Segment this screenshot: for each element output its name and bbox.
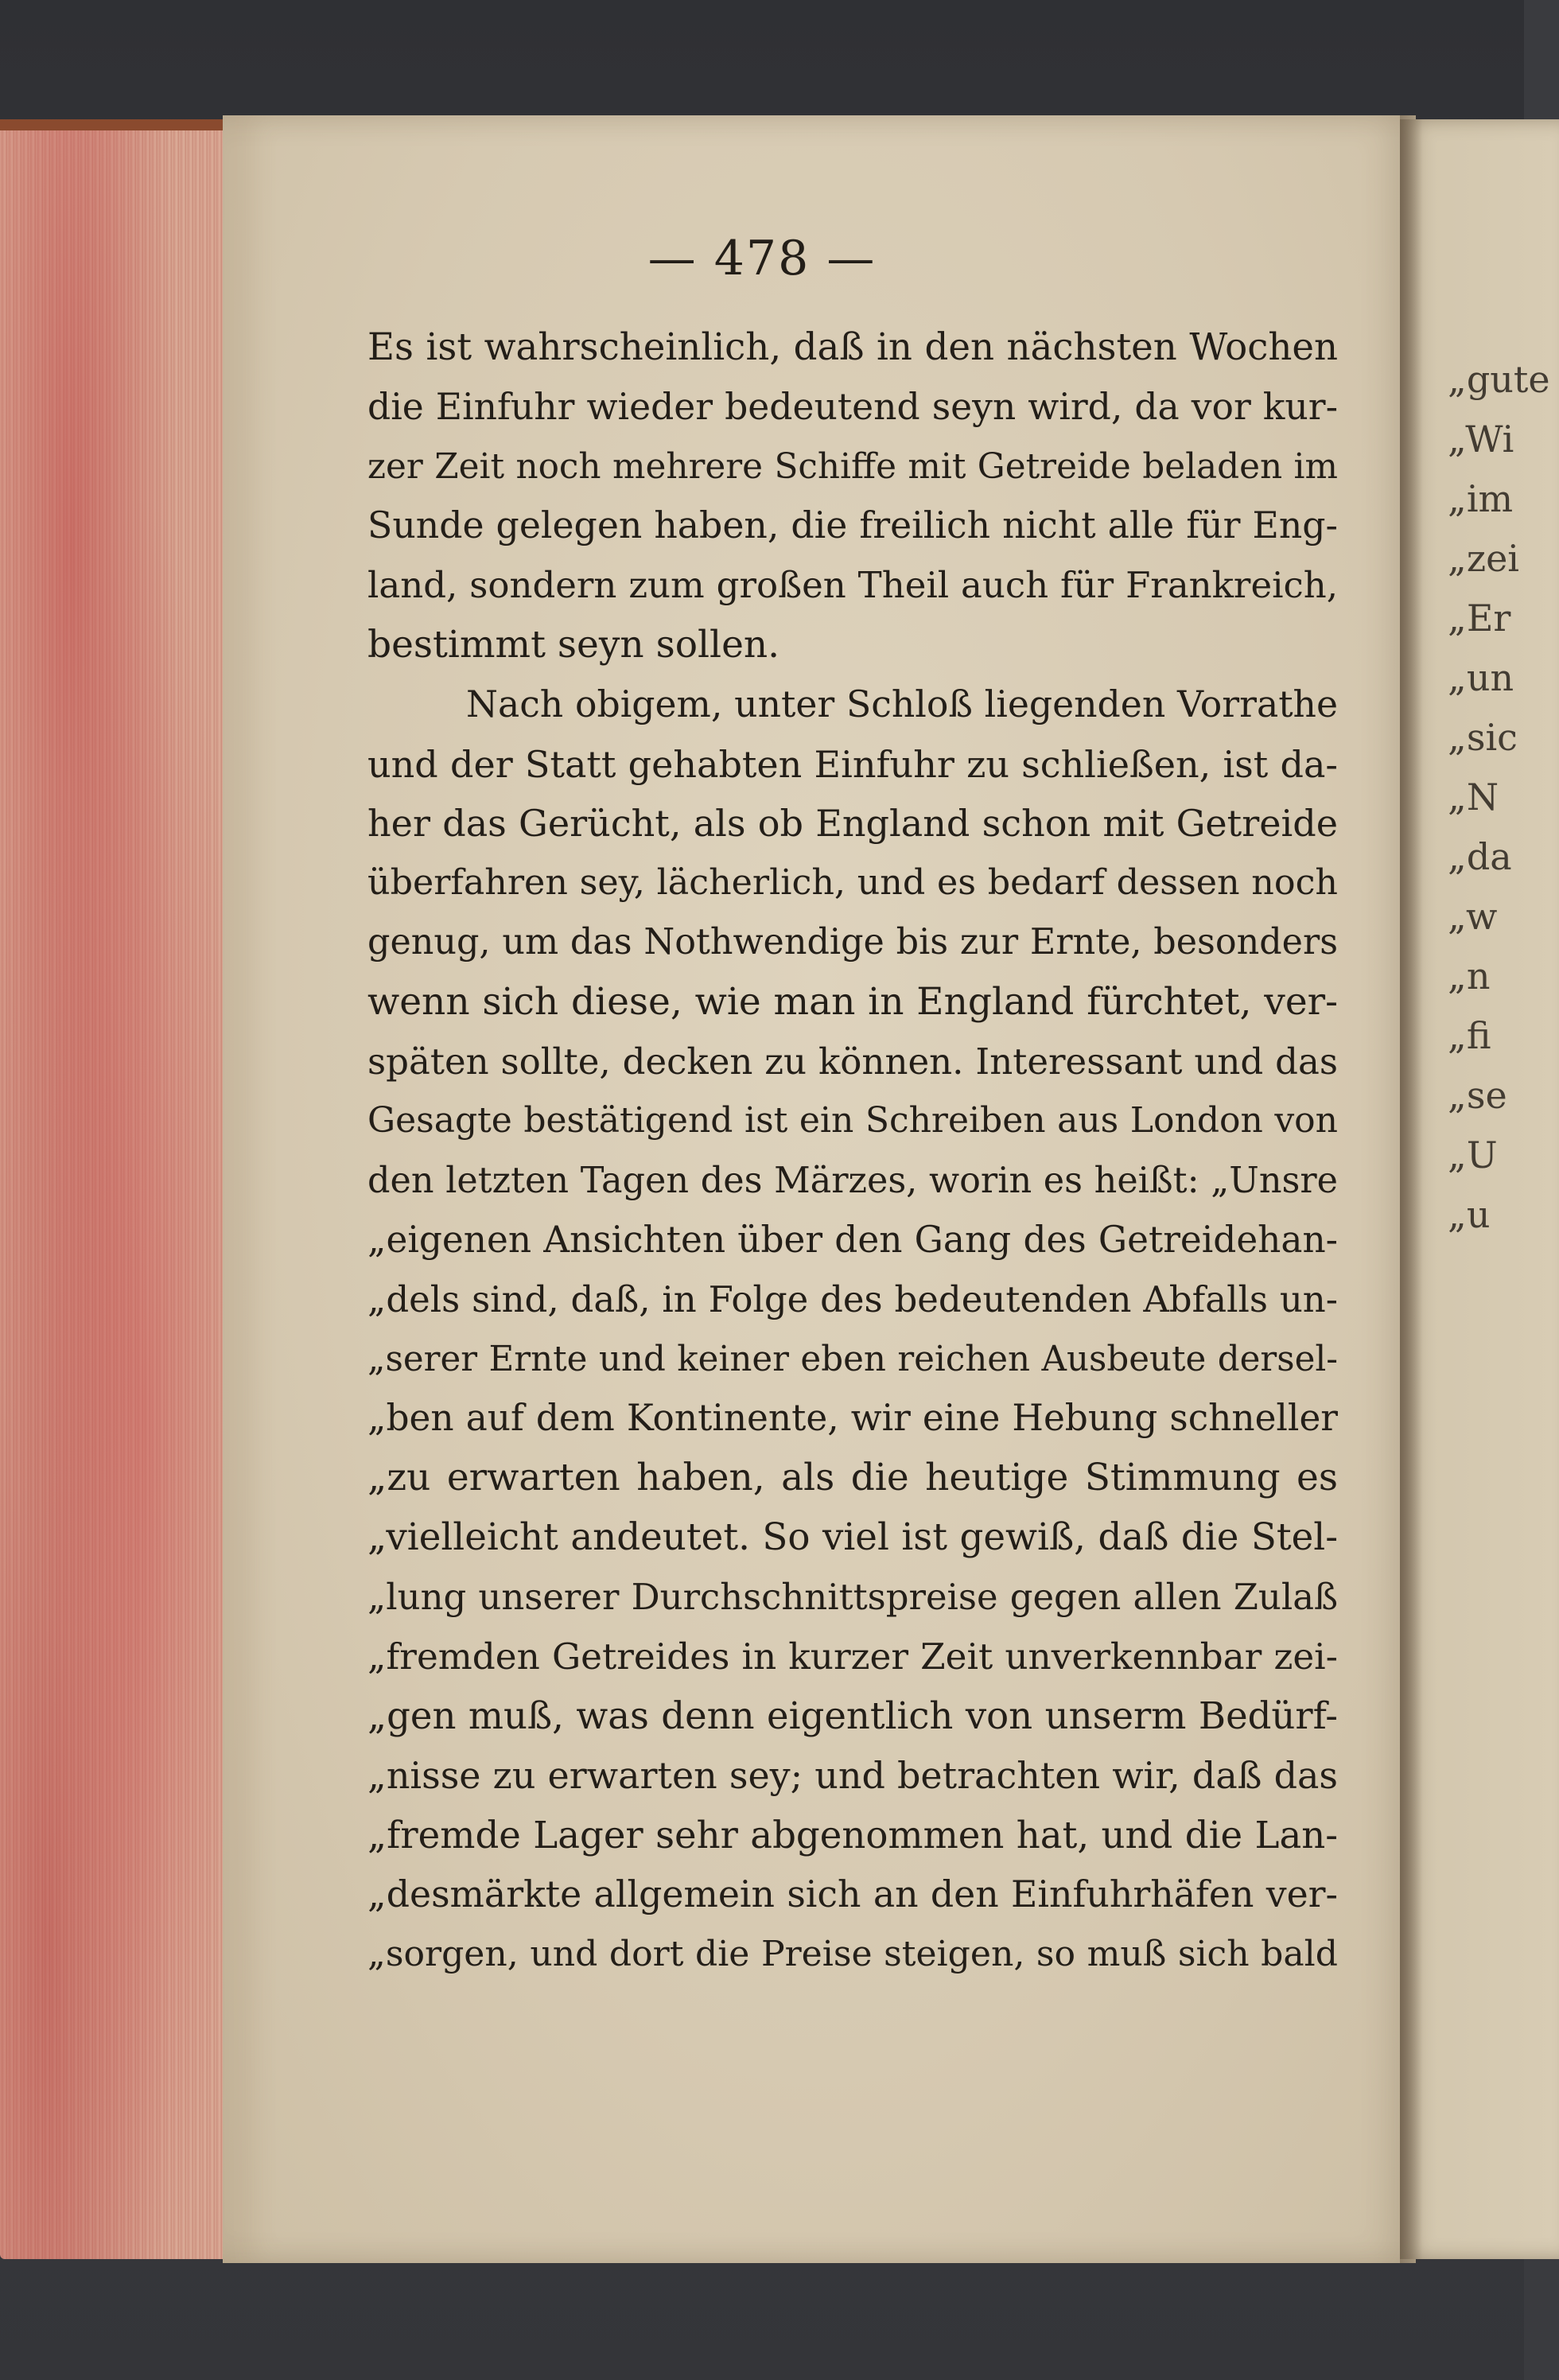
text-line: „fremde Lager sehr abgenommen hat, und die Lan-: [367, 1813, 1338, 1857]
text-line: „zu erwarten haben, als die heutige Stimmung es: [367, 1456, 1338, 1500]
body-text: [367, 318, 1338, 1984]
facing-line: „se: [1448, 1074, 1507, 1117]
text-line: „dels sind, daß, in Folge des bedeutenden Abfalls un-: [367, 1278, 1338, 1320]
text-line: die Einfuhr wieder bedeutend seyn wird, da vor kur-: [367, 385, 1338, 428]
facing-line: „sic: [1448, 716, 1518, 759]
facing-page-text: [1448, 350, 1550, 1245]
book-page-edges: [0, 119, 239, 2259]
facing-line: „zei: [1448, 537, 1520, 580]
text-line: zer Zeit noch mehrere Schiffe mit Getreide beladen im: [367, 445, 1338, 487]
page-number: — 478 —: [647, 231, 877, 286]
facing-line: „n: [1448, 955, 1491, 998]
text-line: „nisse zu erwarten sey; und betrachten wir, daß das: [367, 1754, 1338, 1798]
text-line: Gesagte bestätigend ist ein Schreiben aus London von: [367, 1100, 1338, 1141]
facing-line: „Er: [1448, 597, 1511, 640]
text-line: her das Gerücht, als ob England schon mit Getreide: [367, 802, 1338, 846]
text-line: „lung unserer Durchschnittspreise gegen allen Zulaß: [367, 1575, 1338, 1618]
text-line: „sorgen, und dort die Preise steigen, so muß sich bald: [367, 1933, 1338, 1974]
text-line: „desmärkte allgemein sich an den Einfuhrhäfen ver-: [367, 1872, 1338, 1915]
text-line: „eigenen Ansichten über den Gang des Getreidehan-: [367, 1218, 1338, 1261]
facing-line: „Wi: [1448, 418, 1514, 461]
text-line: „gen muß, was denn eigentlich von unserm Bedürf-: [367, 1694, 1338, 1738]
text-line: Sunde gelegen haben, die freilich nicht alle für Eng-: [367, 504, 1338, 547]
text-line: und der Statt gehabten Einfuhr zu schließen, ist da-: [367, 742, 1338, 786]
text-line: überfahren sey, lächerlich, und es bedarf dessen noch: [367, 862, 1338, 904]
text-line: „ben auf dem Kontinente, wir eine Hebung schneller: [367, 1397, 1338, 1440]
facing-line: „U: [1448, 1134, 1498, 1176]
text-line: land, sondern zum großen Theil auch für Frankreich,: [367, 564, 1338, 607]
text-line: „fremden Getreides in kurzer Zeit unverkennbar zei-: [367, 1635, 1338, 1678]
facing-line: „im: [1448, 477, 1514, 520]
text-line: Es ist wahrscheinlich, daß in den nächsten Wochen: [367, 326, 1338, 369]
text-line: Nach obigem, unter Schloß liegenden Vorrathe: [466, 682, 1338, 725]
text-line: den letzten Tagen des Märzes, worin es heißt: „Unsre: [367, 1160, 1338, 1202]
facing-line: „gute: [1448, 358, 1550, 401]
text-line: „serer Ernte und keiner eben reichen Ausbeute dersel-: [367, 1339, 1338, 1379]
text-line: genug, um das Nothwendige bis zur Ernte, besonders: [367, 921, 1338, 962]
text-line: späten sollte, decken zu können. Interessant und das: [367, 1040, 1338, 1083]
facing-line: „un: [1448, 656, 1514, 699]
facing-line: „fi: [1448, 1014, 1491, 1057]
facing-line: „w: [1448, 895, 1498, 938]
facing-line: „u: [1448, 1193, 1491, 1236]
page-gutter: [1400, 115, 1422, 2263]
text-line: wenn sich diese, wie man in England fürchtet, ver-: [367, 979, 1338, 1024]
facing-line: „N: [1448, 776, 1499, 819]
text-line: „vielleicht andeutet. So viel ist gewiß, daß die Stel-: [367, 1515, 1338, 1559]
text-line: bestimmt seyn sollen.: [367, 622, 780, 667]
facing-line: „da: [1448, 835, 1512, 878]
